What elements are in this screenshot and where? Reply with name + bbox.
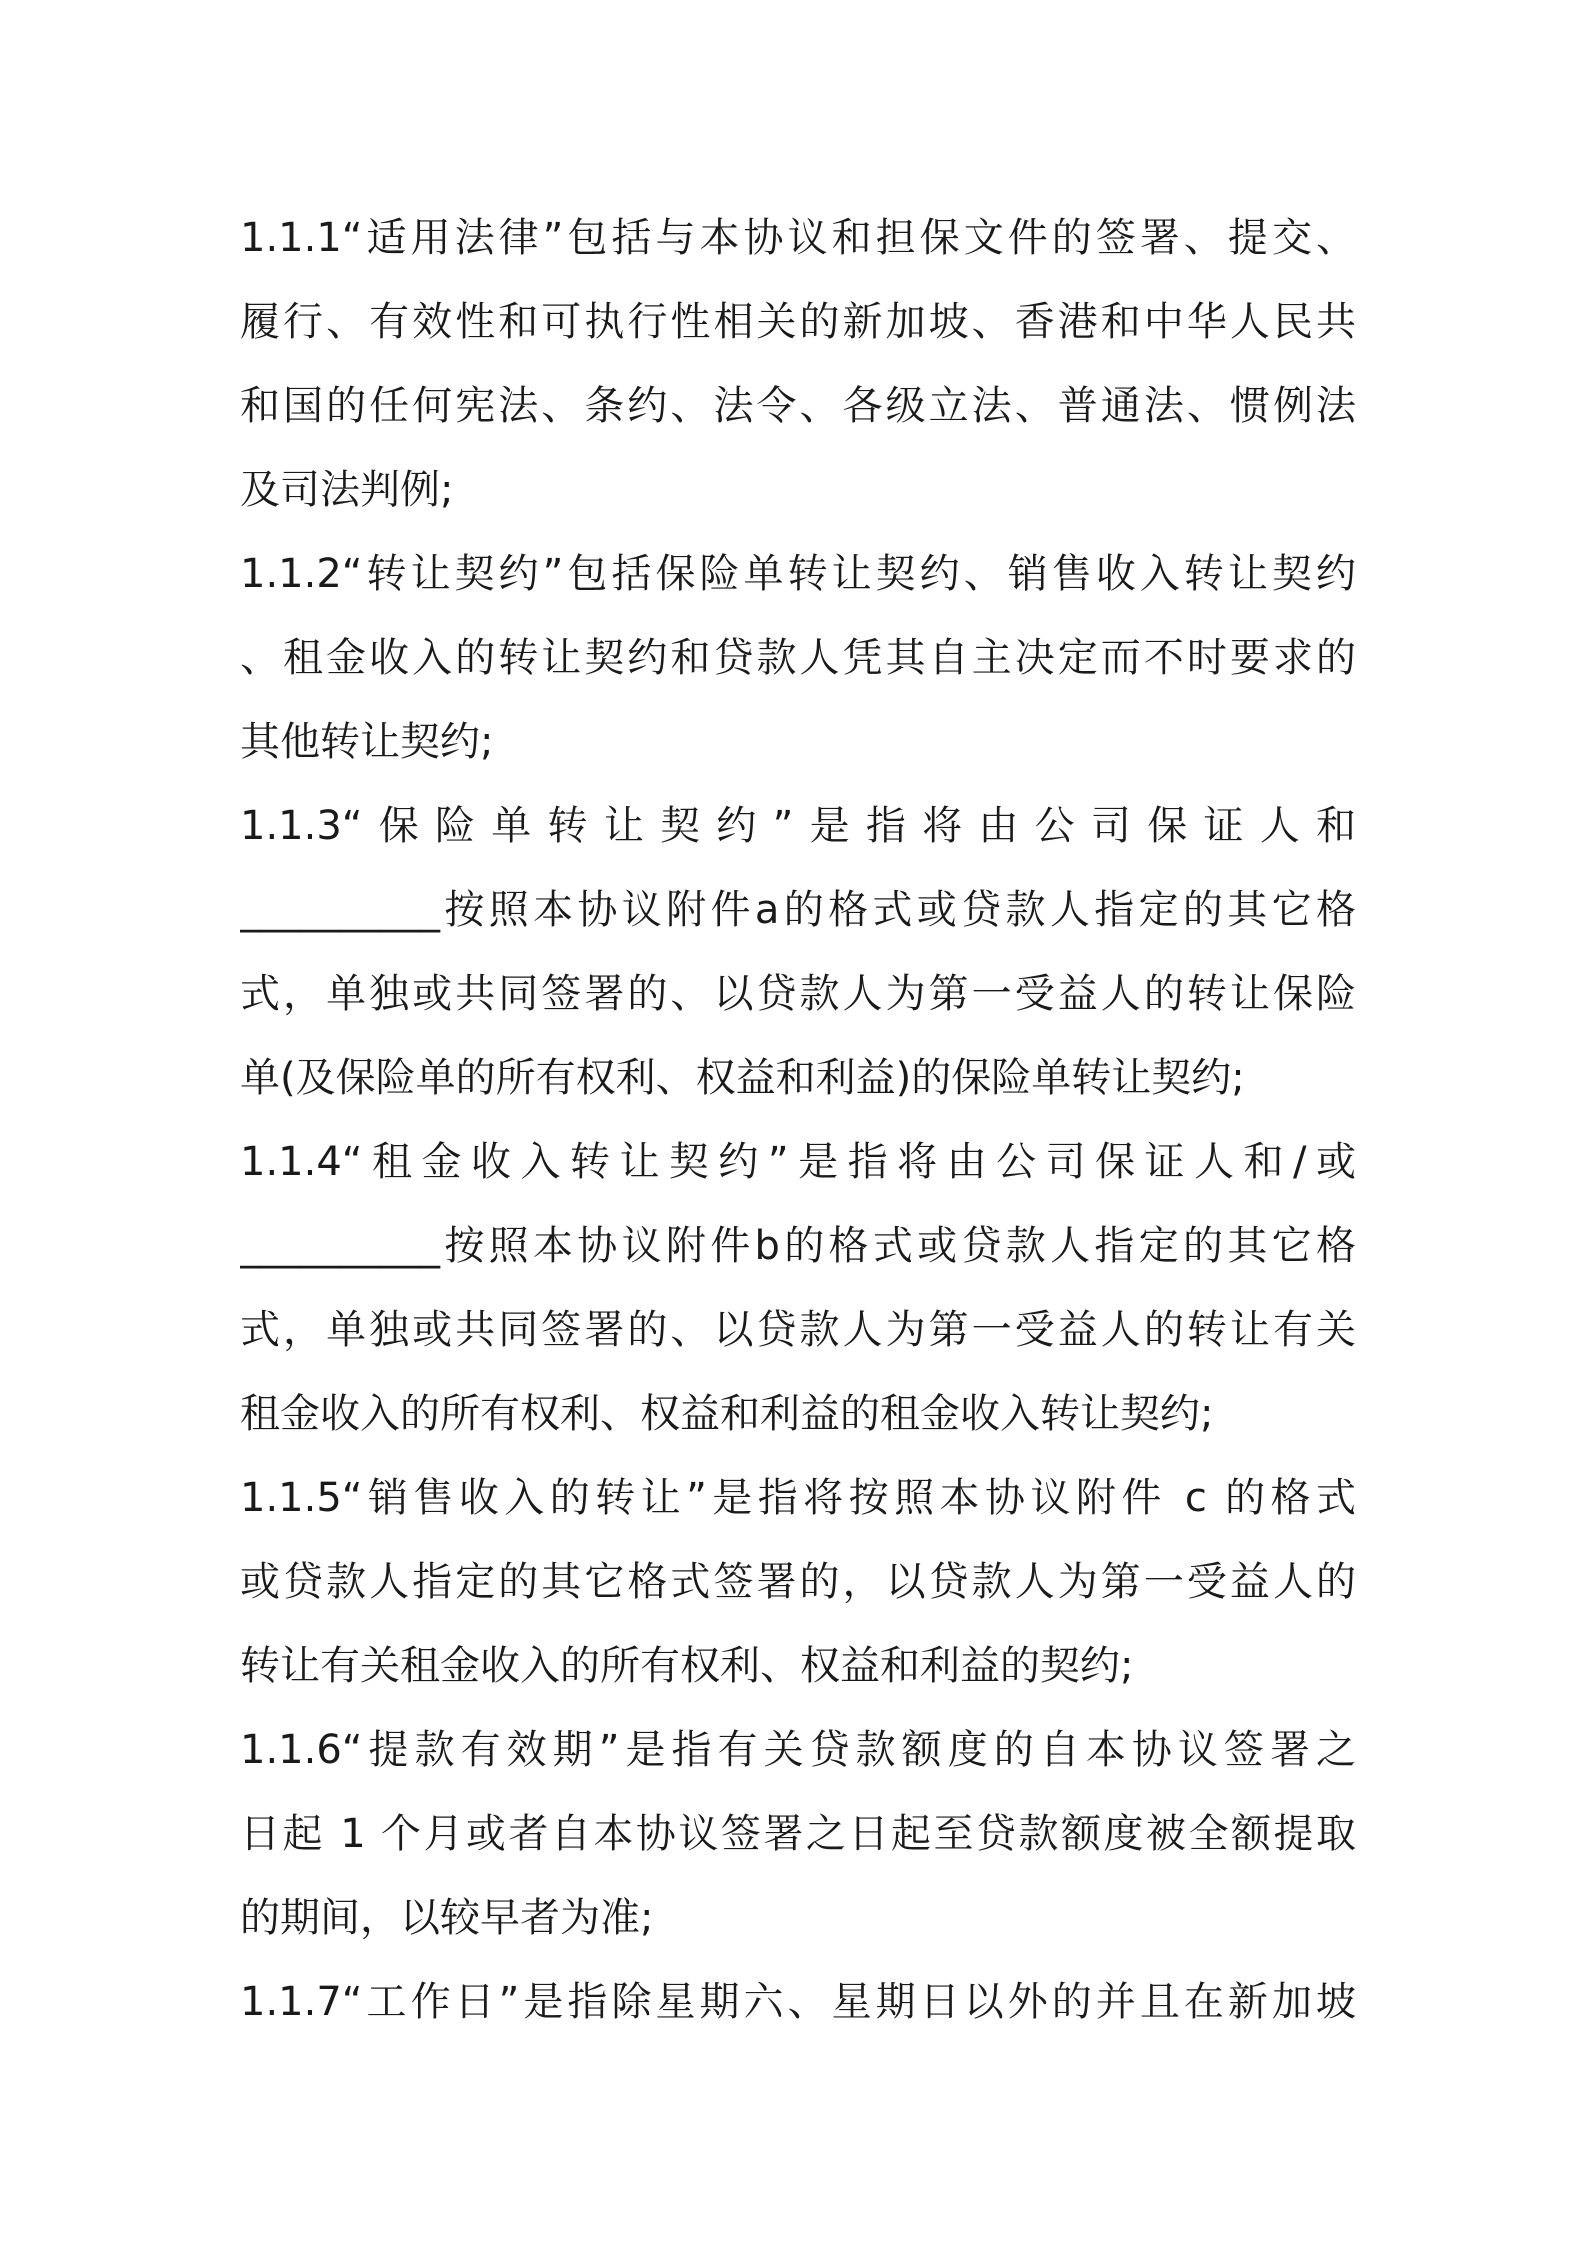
text-line: 、租金收入的转让契约和贷款人凭其自主决定而不时要求的 [240, 635, 1356, 681]
clause-1-1-5 [240, 1456, 1356, 1708]
text-line: 日起 1 个月或者自本协议签署之日起至贷款额度被全额提取 [240, 1811, 1356, 1857]
clause-1-1-6 [240, 1708, 1356, 1960]
text-line: 1.1.5“销售收入的转让”是指将按照本协议附件 c 的格式 [240, 1475, 1356, 1521]
text-line: 1.1.6“提款有效期”是指有关贷款额度的自本协议签署之 [240, 1727, 1356, 1773]
text-line: 和国的任何宪法、条约、法令、各级立法、普通法、惯例法 [240, 383, 1356, 429]
clause-1-1-2 [240, 532, 1356, 784]
text-line: __________按照本协议附件a的格式或贷款人指定的其它格 [240, 887, 1356, 933]
clause-1-1-7 [240, 1960, 1356, 2044]
text-line: 或贷款人指定的其它格式签署的，以贷款人为第一受益人的 [240, 1559, 1356, 1605]
text-line: 1.1.4“租金收入转让契约”是指将由公司保证人和/或 [240, 1139, 1356, 1185]
text-line: 1.1.7“工作日”是指除星期六、星期日以外的并且在新加坡 [240, 1979, 1356, 2025]
text-line: 及司法判例; [240, 467, 454, 513]
text-line: 1.1.3“保险单转让契约”是指将由公司保证人和 [240, 803, 1356, 849]
text-line: 履行、有效性和可执行性相关的新加坡、香港和中华人民共 [240, 299, 1356, 345]
text-line: 1.1.1“适用法律”包括与本协议和担保文件的签署、提交、 [240, 215, 1356, 261]
document-page [240, 196, 1356, 2044]
text-line: 的期间，以较早者为准; [240, 1895, 654, 1941]
text-line: __________按照本协议附件b的格式或贷款人指定的其它格 [240, 1223, 1356, 1269]
clause-1-1-4 [240, 1120, 1356, 1456]
text-line: 式，单独或共同签署的、以贷款人为第一受益人的转让有关 [240, 1307, 1356, 1353]
text-line: 单(及保险单的所有权利、权益和利益)的保险单转让契约; [240, 1055, 1245, 1101]
clause-1-1-3 [240, 784, 1356, 1120]
text-line: 租金收入的所有权利、权益和利益的租金收入转让契约; [240, 1391, 1214, 1437]
text-line: 式，单独或共同签署的、以贷款人为第一受益人的转让保险 [240, 971, 1356, 1017]
text-line: 1.1.2“转让契约”包括保险单转让契约、销售收入转让契约 [240, 551, 1356, 597]
text-line: 转让有关租金收入的所有权利、权益和利益的契约; [240, 1643, 1134, 1689]
clause-1-1-1 [240, 196, 1356, 532]
text-line: 其他转让契约; [240, 719, 494, 765]
